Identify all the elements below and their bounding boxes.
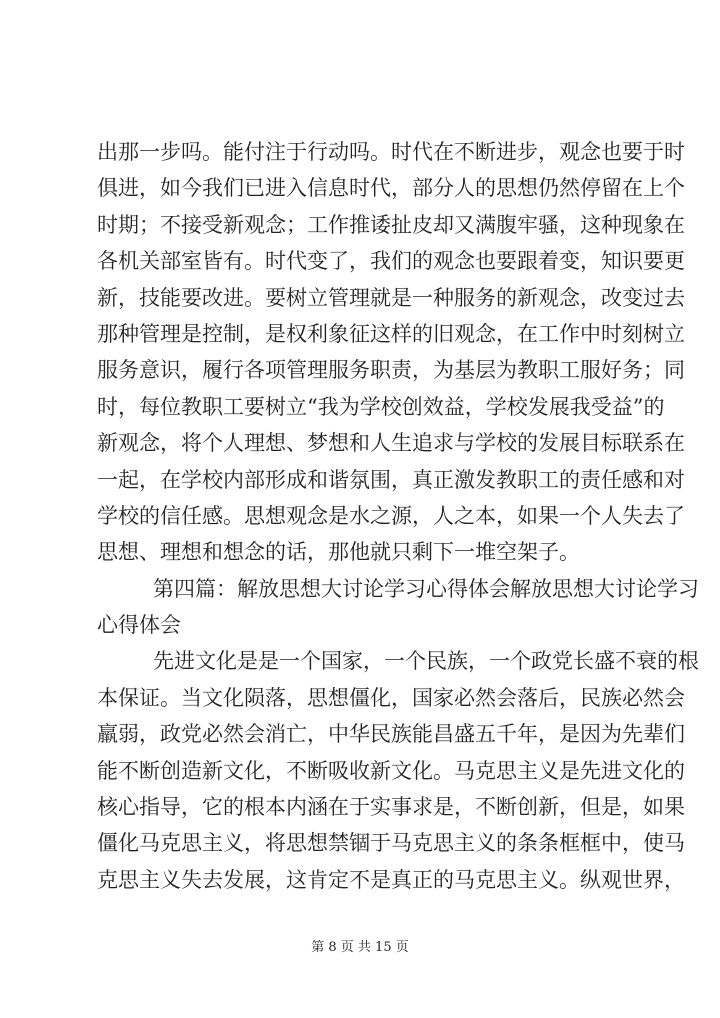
page-footer: 第 8 页 共 15 页	[311, 940, 409, 955]
document-body	[97, 134, 699, 898]
text-line: 僵化马克思主义，将思想禁锢于马克思主义的条条框框中，使马	[97, 831, 685, 856]
text-line: 新，技能要改进。要树立管理就是一种服务的新观念，改变过去	[97, 285, 685, 310]
text-line: 出那一步吗。能付注于行动吗。时代在不断进步，观念也要于时	[97, 140, 685, 164]
text-line: 新观念，将个人理想、梦想和人生追求与学校的发展目标联系在	[97, 431, 685, 456]
text-line: 各机关部室皆有。时代变了，我们的观念也要跟着变，知识要更	[97, 249, 685, 274]
text-line: 先进文化是是一个国家，一个民族，一个政党长盛不衰的根	[153, 649, 699, 674]
text-line: 服务意识，履行各项管理服务职责，为基层为教职工服好务；同	[97, 358, 685, 383]
text-line: 时，每位教职工要树立“我为学校创效益，学校发展我受益”的	[97, 394, 665, 419]
section-heading-line: 第四篇：解放思想大讨论学习心得体会解放思想大讨论学习	[153, 576, 699, 601]
text-line: 羸弱，政党必然会消亡，中华民族能昌盛五千年，是因为先辈们	[97, 722, 685, 747]
text-line: 一起，在学校内部形成和谐氛围，真正激发教职工的责任感和对	[97, 467, 685, 492]
text-line: 核心指导，它的根本内涵在于实事求是，不断创新，但是，如果	[97, 795, 685, 820]
section-heading-line: 心得体会	[97, 613, 181, 638]
text-line: 时期；不接受新观念；工作推诿扯皮却又满腹牢骚，这种现象在	[97, 212, 685, 237]
text-line: 能不断创造新文化，不断吸收新文化。马克思主义是先进文化的	[97, 758, 685, 783]
text-line: 克思主义失去发展，这肯定不是真正的马克思主义。纵观世界，	[97, 867, 685, 892]
text-line: 俱进，如今我们已进入信息时代，部分人的思想仍然停留在上个	[97, 176, 685, 201]
text-line: 本保证。当文化陨落，思想僵化，国家必然会落后，民族必然会	[97, 685, 685, 710]
text-line: 那种管理是控制，是权利象征这样的旧观念，在工作中时刻树立	[97, 321, 685, 346]
text-line: 思想、理想和想念的话，那他就只剩下一堆空架子。	[97, 540, 580, 565]
text-line: 学校的信任感。思想观念是水之源，人之本，如果一个人失去了	[97, 503, 685, 528]
